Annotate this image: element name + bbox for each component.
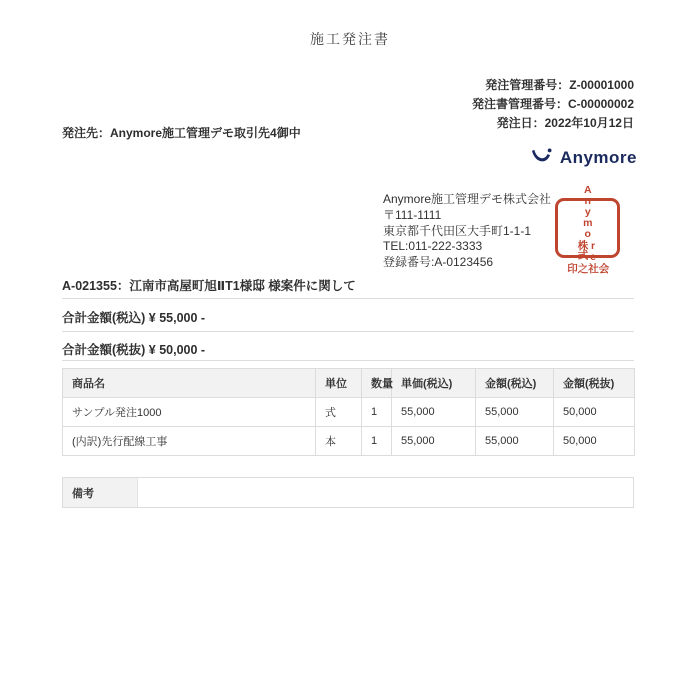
- document-title: 施工発注書: [310, 31, 390, 47]
- cell-amount-tax-ex: 50,000: [554, 427, 635, 456]
- cell-unit: 本: [316, 427, 362, 456]
- cell-unit: 式: [316, 398, 362, 427]
- company-address: 東京都千代田区大手町1-1-1: [383, 223, 532, 238]
- company-info-block: [383, 192, 551, 271]
- col-header-amount-tax-in: 金額(税込): [476, 369, 554, 398]
- total-amount-tax-excluded: 合計金額(税抜) ¥ 50,000 -: [62, 340, 634, 361]
- company-postal-code: 〒111-1111: [383, 207, 442, 222]
- cell-amount-tax-ex: 50,000: [554, 398, 635, 427]
- table-row: [63, 427, 635, 456]
- project-subject-line: A-021355：江南市高屋町旭ⅡT1様邸 様案件に関して: [62, 276, 634, 299]
- recipient-line: 発注先：Anymore施工管理デモ取引先4御中: [62, 126, 301, 140]
- col-header-quantity: 数量: [362, 369, 392, 398]
- col-header-unit-price-tax-in: 単価(税込): [392, 369, 476, 398]
- cell-amount-tax-in: 55,000: [476, 398, 554, 427]
- cell-quantity: 1: [362, 398, 392, 427]
- company-seal-stamp: [555, 183, 620, 273]
- col-header-unit: 単位: [316, 369, 362, 398]
- table-header-row: [63, 369, 635, 398]
- cell-unit-price: 55,000: [392, 427, 476, 456]
- seal-text-column: re株式: [576, 239, 599, 262]
- company-tel: TEL:011-222-3333: [383, 239, 483, 254]
- company-logo-text: Anymore: [559, 147, 637, 167]
- order-sheet-management-number: 発注書管理番号：C-00000002: [471, 97, 634, 111]
- line-items-table: [62, 368, 635, 456]
- anymore-logo-mark: [529, 147, 554, 168]
- cell-product-name: サンプル発注1000: [63, 398, 316, 427]
- cell-product-name: (内訳)先行配線工事: [63, 427, 316, 456]
- company-registration-number: 登録番号:A-0123456: [383, 255, 494, 270]
- company-logo: [529, 147, 637, 168]
- table-row: [63, 398, 635, 427]
- col-header-product-name: 商品名: [63, 369, 316, 398]
- cell-amount-tax-in: 55,000: [476, 427, 554, 456]
- remarks-label: 備考: [63, 478, 138, 507]
- order-management-number: 発注管理番号：Z-00001000: [485, 78, 634, 92]
- total-amount-tax-included: 合計金額(税込) ¥ 55,000 -: [62, 308, 634, 332]
- remarks-box: [62, 477, 634, 508]
- seal-text-column: Anymo: [581, 183, 594, 239]
- seal-text-column: 会社之印: [566, 262, 610, 273]
- cell-unit-price: 55,000: [392, 398, 476, 427]
- company-name: Anymore施工管理デモ株式会社: [383, 192, 552, 206]
- order-info-block: [472, 76, 634, 133]
- cell-quantity: 1: [362, 427, 392, 456]
- col-header-amount-tax-ex: 金額(税抜): [554, 369, 635, 398]
- order-date: 発注日：2022年10月12日: [496, 116, 634, 130]
- remarks-value: [138, 478, 633, 507]
